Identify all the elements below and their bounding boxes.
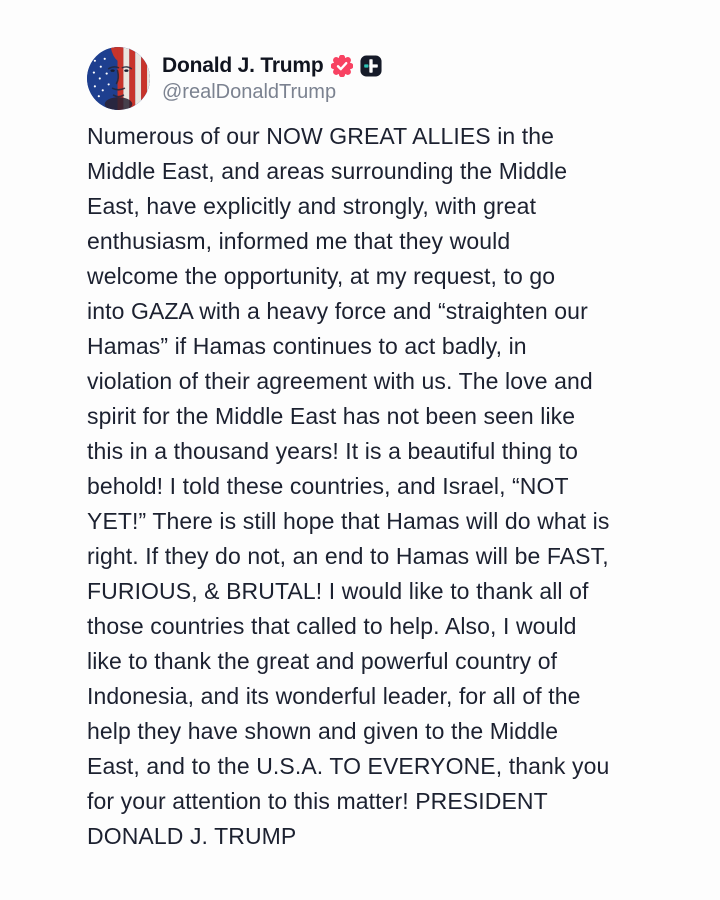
post-text-line: right. If they do not, an end to Hamas will be FAST,	[87, 543, 609, 569]
post-text-line: DONALD J. TRUMP	[87, 823, 297, 849]
post-text-line: FURIOUS, & BRUTAL! I would like to thank all of	[87, 578, 589, 604]
author-handle[interactable]: @realDonaldTrump	[162, 80, 337, 103]
avatar[interactable]	[87, 47, 150, 110]
post-text-line: for your attention to this matter! PRESIDENT	[87, 788, 548, 814]
post-text-line: Numerous of our NOW GREAT ALLIES in the	[87, 123, 555, 149]
post-text-line: this in a thousand years! It is a beautiful thing to	[87, 438, 579, 464]
post-text-line: help they have shown and given to the Middle	[87, 718, 559, 744]
post-text-line: violation of their agreement with us. The love and	[87, 368, 593, 394]
author-display-name[interactable]: Donald J. Trump	[162, 53, 324, 77]
post-text-line: Indonesia, and its wonderful leader, for all of the	[87, 683, 581, 709]
name-row	[162, 54, 382, 78]
post-text-line: YET!” There is still hope that Hamas will do what is	[87, 508, 610, 534]
post-text-line: welcome the opportunity, at my request, to go	[87, 263, 556, 289]
post-text-line: Hamas” if Hamas continues to act badly, in	[87, 333, 527, 359]
post-text-line: spirit for the Middle East has not been seen like	[87, 403, 576, 429]
post-header	[87, 47, 660, 110]
flag-face-avatar-image	[87, 47, 150, 110]
post-text-line: enthusiasm, informed me that they would	[87, 228, 511, 254]
post-text-line: Middle East, and areas surrounding the Middle	[87, 158, 568, 184]
verified-icon	[331, 55, 353, 77]
post-text-line: East, have explicitly and strongly, with great	[87, 193, 537, 219]
post-text-line: like to thank the great and powerful country of	[87, 648, 558, 674]
post-text-line: those countries that called to help. Also, I would	[87, 613, 577, 639]
post-body	[87, 119, 660, 854]
truth-plus-icon	[360, 55, 382, 77]
post-text-line: East, and to the U.S.A. TO EVERYONE, thank you	[87, 753, 610, 779]
post-text-line: into GAZA with a heavy force and “straighten our	[87, 298, 588, 324]
author-identity	[162, 54, 382, 104]
post-text-line: behold! I told these countries, and Israel, “NOT	[87, 473, 569, 499]
